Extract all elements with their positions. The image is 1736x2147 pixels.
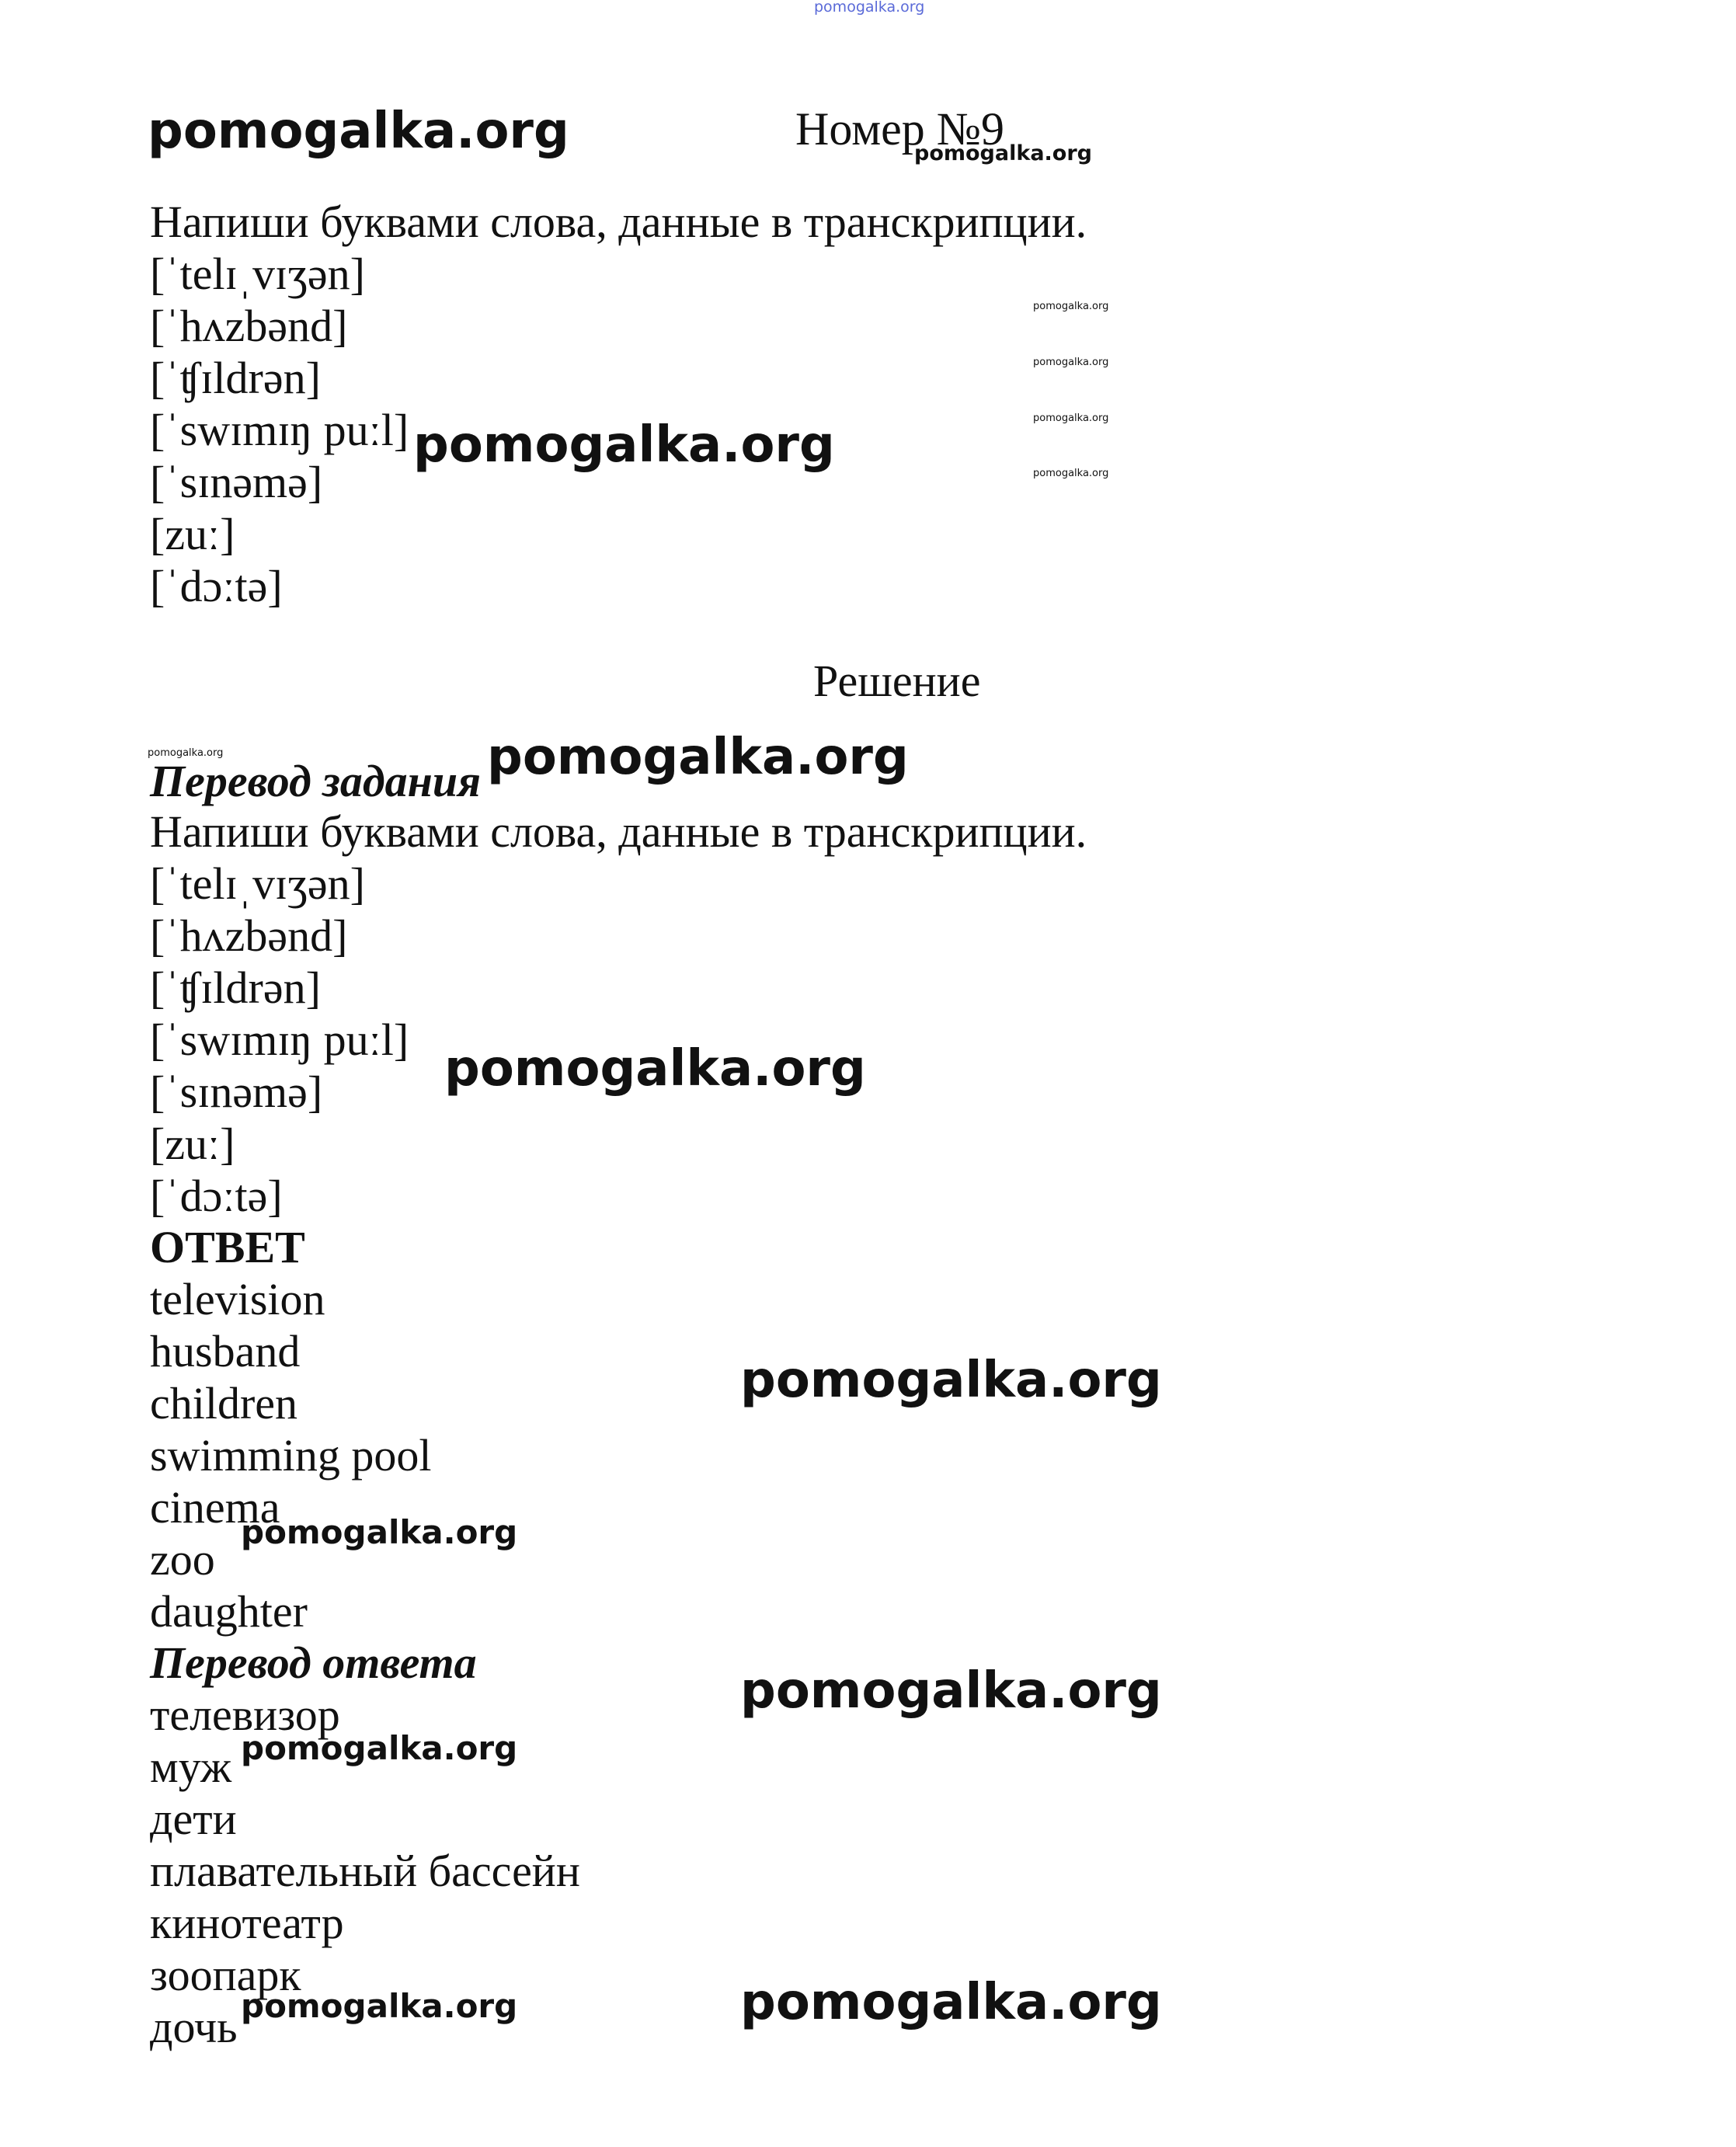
answer-item: husband [150,1326,301,1376]
answer-item: television [150,1274,325,1324]
solution-transcription: [ˈtelɪˌvɪʒən] [150,858,365,909]
watermark: pomogalka.org [241,1513,518,1551]
task-transcription: [ˈʧɪldrən] [150,353,321,403]
watermark-top: pomogalka.org [814,0,925,16]
answer-heading: ОТВЕТ [150,1222,305,1272]
watermark-tiny: pomogalka.org [1033,412,1109,424]
watermark: pomogalka.org [740,1662,1162,1720]
answer-translation-item: дочь [150,2002,238,2052]
solution-instruction: Напиши буквами слова, данные в транскрипции. [150,806,1087,857]
solution-transcription: [zuː] [150,1119,235,1169]
solution-transcription: [ˈdɔːtə] [150,1171,283,1221]
answer-translation-item: телевизор [150,1689,340,1740]
answer-translation-item: дети [150,1794,237,1844]
answer-translation-heading: Перевод ответа [150,1637,477,1688]
task-transcription: [ˈswɪmɪŋ puːl] [150,405,409,455]
answer-translation-item: плавательный бассейн [150,1846,580,1896]
watermark-tiny: pomogalka.org [148,747,224,759]
translation-heading: Перевод задания [150,756,481,806]
answer-translation-item: кинотеатр [150,1898,344,1948]
task-instruction: Напиши буквами слова, данные в транскрипции. [150,197,1087,247]
answer-item: children [150,1378,298,1428]
watermark: pomogalka.org [740,1974,1162,2031]
watermark-tiny: pomogalka.org [1033,468,1109,479]
task-transcription: [ˈsɪnəmə] [150,457,323,507]
task-transcription: [ˈhʌzbənd] [150,301,348,351]
watermark-title: pomogalka.org [914,141,1092,165]
solution-transcription: [ˈswɪmɪŋ puːl] [150,1014,409,1065]
watermark: pomogalka.org [740,1352,1162,1409]
watermark-tiny: pomogalka.org [1033,301,1109,312]
watermark: pomogalka.org [444,1040,866,1098]
solution-transcription: [ˈsɪnəmə] [150,1067,323,1117]
task-transcription: [zuː] [150,509,235,559]
answer-item: cinema [150,1482,280,1533]
answer-item: daughter [150,1586,308,1637]
watermark-header: pomogalka.org [148,103,569,160]
solution-heading: Решение [813,656,981,706]
watermark: pomogalka.org [241,1987,518,2025]
answer-item: zoo [150,1534,215,1585]
task-transcription: [ˈtelɪˌvɪʒən] [150,249,365,299]
task-transcription: [ˈdɔːtə] [150,561,283,611]
watermark: pomogalka.org [413,416,835,474]
answer-translation-item: муж [150,1742,232,1792]
page-title: Номер №9 [795,103,1005,155]
solution-transcription: [ˈʧɪldrən] [150,962,321,1013]
answer-translation-item: зоопарк [150,1950,301,2000]
answer-item: swimming pool [150,1430,432,1481]
watermark-tiny: pomogalka.org [1033,357,1109,368]
watermark: pomogalka.org [487,729,909,786]
solution-transcription: [ˈhʌzbənd] [150,910,348,961]
watermark: pomogalka.org [241,1729,518,1767]
